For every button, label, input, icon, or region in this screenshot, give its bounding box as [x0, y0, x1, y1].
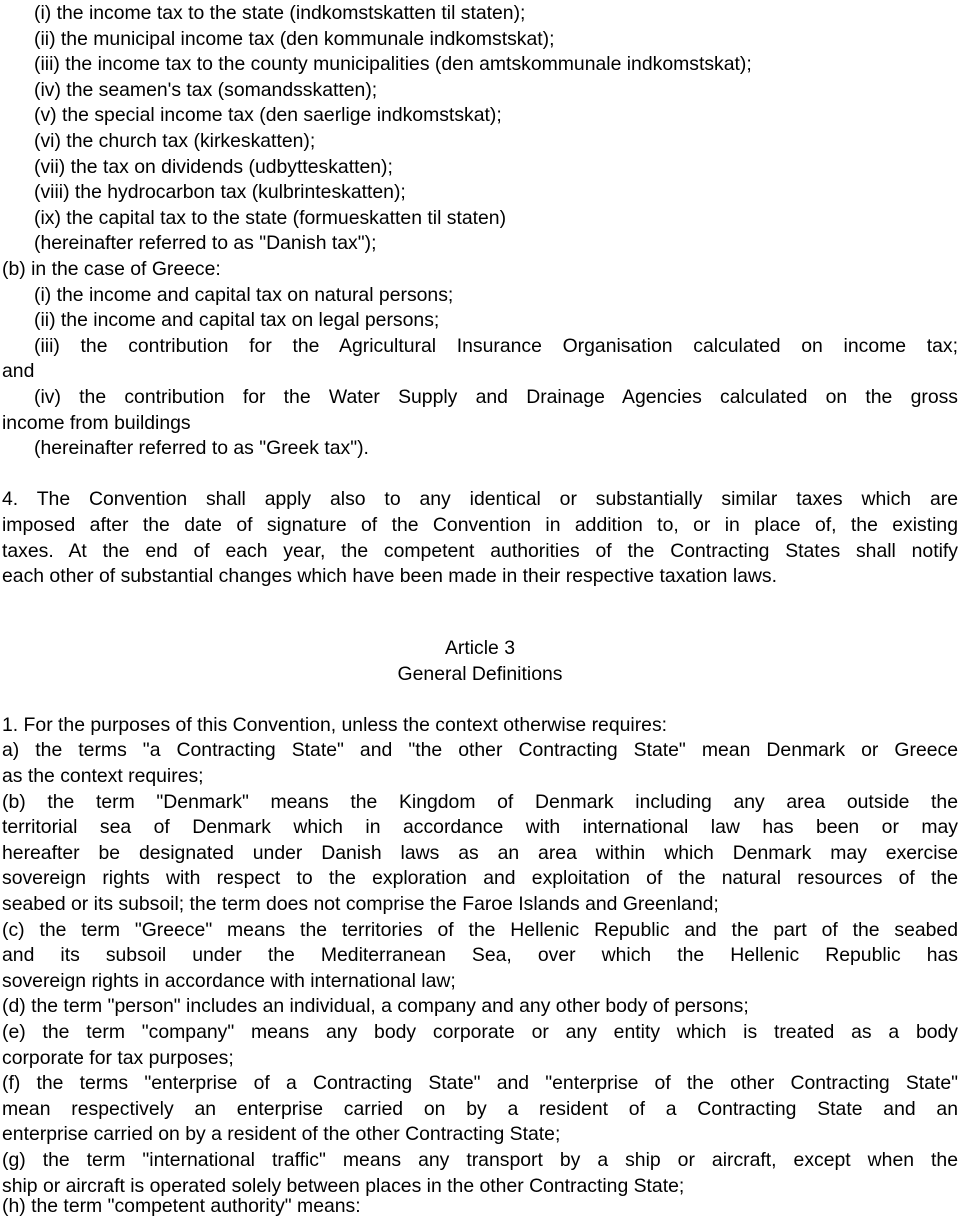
definition-g-line-1: (g) the term "international traffic" means any transport by a ship or aircraft, except when the	[2, 1149, 958, 1171]
definition-f-line-3: enterprise carried on by a resident of the other Contracting State;	[2, 1123, 561, 1146]
definition-f-line-1: (f) the terms "enterprise of a Contracting State" and "enterprise of the other Contracting State"	[2, 1072, 958, 1095]
definition-f-line-2: mean respectively an enterprise carried on by a resident of a Contracting State and an	[2, 1097, 958, 1120]
greek-tax-item-iii: (iii) the contribution for the Agricultural Insurance Organisation calculated on income tax;	[34, 334, 958, 357]
paragraph-4-line-3: taxes. At the end of each year, the competent authorities of the Contracting States shall notify	[2, 539, 958, 562]
definition-c-line-3: sovereign rights in accordance with international law;	[2, 969, 456, 992]
greek-tax-item-iv-continuation: income from buildings	[2, 411, 191, 434]
definition-a-line-2: as the context requires;	[2, 765, 204, 787]
definition-c-line-1: (c) the term "Greece" means the territories of the Hellenic Republic and the part of the seabed	[2, 918, 958, 941]
danish-tax-item-ix: (ix) the capital tax to the state (formueskatten til staten)	[34, 206, 507, 229]
greek-tax-item-ii: (ii) the income and capital tax on legal persons;	[34, 309, 440, 332]
definition-a-line-1: a) the terms "a Contracting State" and "the other Contracting State" mean Denmark or Greece	[2, 739, 958, 762]
greek-tax-item-iv: (iv) the contribution for the Water Supply and Drainage Agencies calculated on the gross	[34, 386, 958, 408]
danish-tax-item-viii: (viii) the hydrocarbon tax (kulbrinteskatten);	[34, 181, 406, 204]
definition-g-line-2: ship or aircraft is operated solely between places in the other Contracting State;	[2, 1174, 685, 1197]
definition-e-line-1: (e) the term "company" means any body corporate or any entity which is treated as a body	[2, 1021, 958, 1043]
definition-b-line-2: territorial sea of Denmark which in accordance with international law has been or may	[2, 816, 958, 839]
danish-tax-item-v: (v) the special income tax (den saerlige indkomstskat);	[34, 104, 502, 127]
greek-tax-item-i: (i) the income and capital tax on natural persons;	[34, 283, 454, 306]
danish-tax-item-vii: (vii) the tax on dividends (udbytteskatten);	[34, 155, 393, 178]
danish-tax-item-ii: (ii) the municipal income tax (den kommunale indkomstskat);	[34, 27, 555, 50]
danish-tax-hereinafter: (hereinafter referred to as "Danish tax");	[34, 232, 377, 255]
definition-e-line-2: corporate for tax purposes;	[2, 1046, 234, 1069]
definition-d-line-1: (d) the term "person" includes an individual, a company and any other body of persons;	[2, 995, 749, 1018]
greek-tax-item-iii-continuation: and	[2, 360, 35, 383]
paragraph-4-line-4: each other of substantial changes which have been made in their respective taxation laws.	[2, 565, 778, 588]
definition-b-line-4: sovereign rights with respect to the exploration and exploitation of the natural resources of the	[2, 867, 958, 890]
definition-b-line-5: seabed or its subsoil; the term does not comprise the Faroe Islands and Greenland;	[2, 893, 719, 915]
article-number: Article 3	[444, 637, 516, 659]
greek-tax-hereinafter: (hereinafter referred to as "Greek tax").	[34, 437, 369, 460]
definition-h-line-1: (h) the term "competent authority" means:	[2, 1195, 361, 1217]
article-title: General Definitions	[397, 662, 563, 685]
danish-tax-item-vi: (vi) the church tax (kirkeskatten);	[34, 130, 316, 152]
danish-tax-item-i: (i) the income tax to the state (indkomstskatten til staten);	[34, 2, 526, 24]
definition-b-line-3: hereafter be designated under Danish laws as an area within which Denmark may exercise	[2, 841, 958, 864]
paragraph-4-line-1: 4. The Convention shall apply also to any identical or substantially similar taxes which are	[2, 488, 958, 511]
danish-tax-item-iv: (iv) the seamen's tax (somandsskatten);	[34, 78, 378, 101]
definitions-intro: 1. For the purposes of this Convention, unless the context otherwise requires:	[2, 713, 668, 736]
greece-heading: (b) in the case of Greece:	[2, 258, 221, 280]
paragraph-4-line-2: imposed after the date of signature of the Convention in addition to, or in place of, the existing	[2, 514, 958, 536]
definition-c-line-2: and its subsoil under the Mediterranean Sea, over which the Hellenic Republic has	[2, 944, 958, 967]
danish-tax-item-iii: (iii) the income tax to the county municipalities (den amtskommunale indkomstskat);	[34, 53, 752, 76]
definition-b-line-1: (b) the term "Denmark" means the Kingdom of Denmark including any area outside the	[2, 790, 958, 813]
